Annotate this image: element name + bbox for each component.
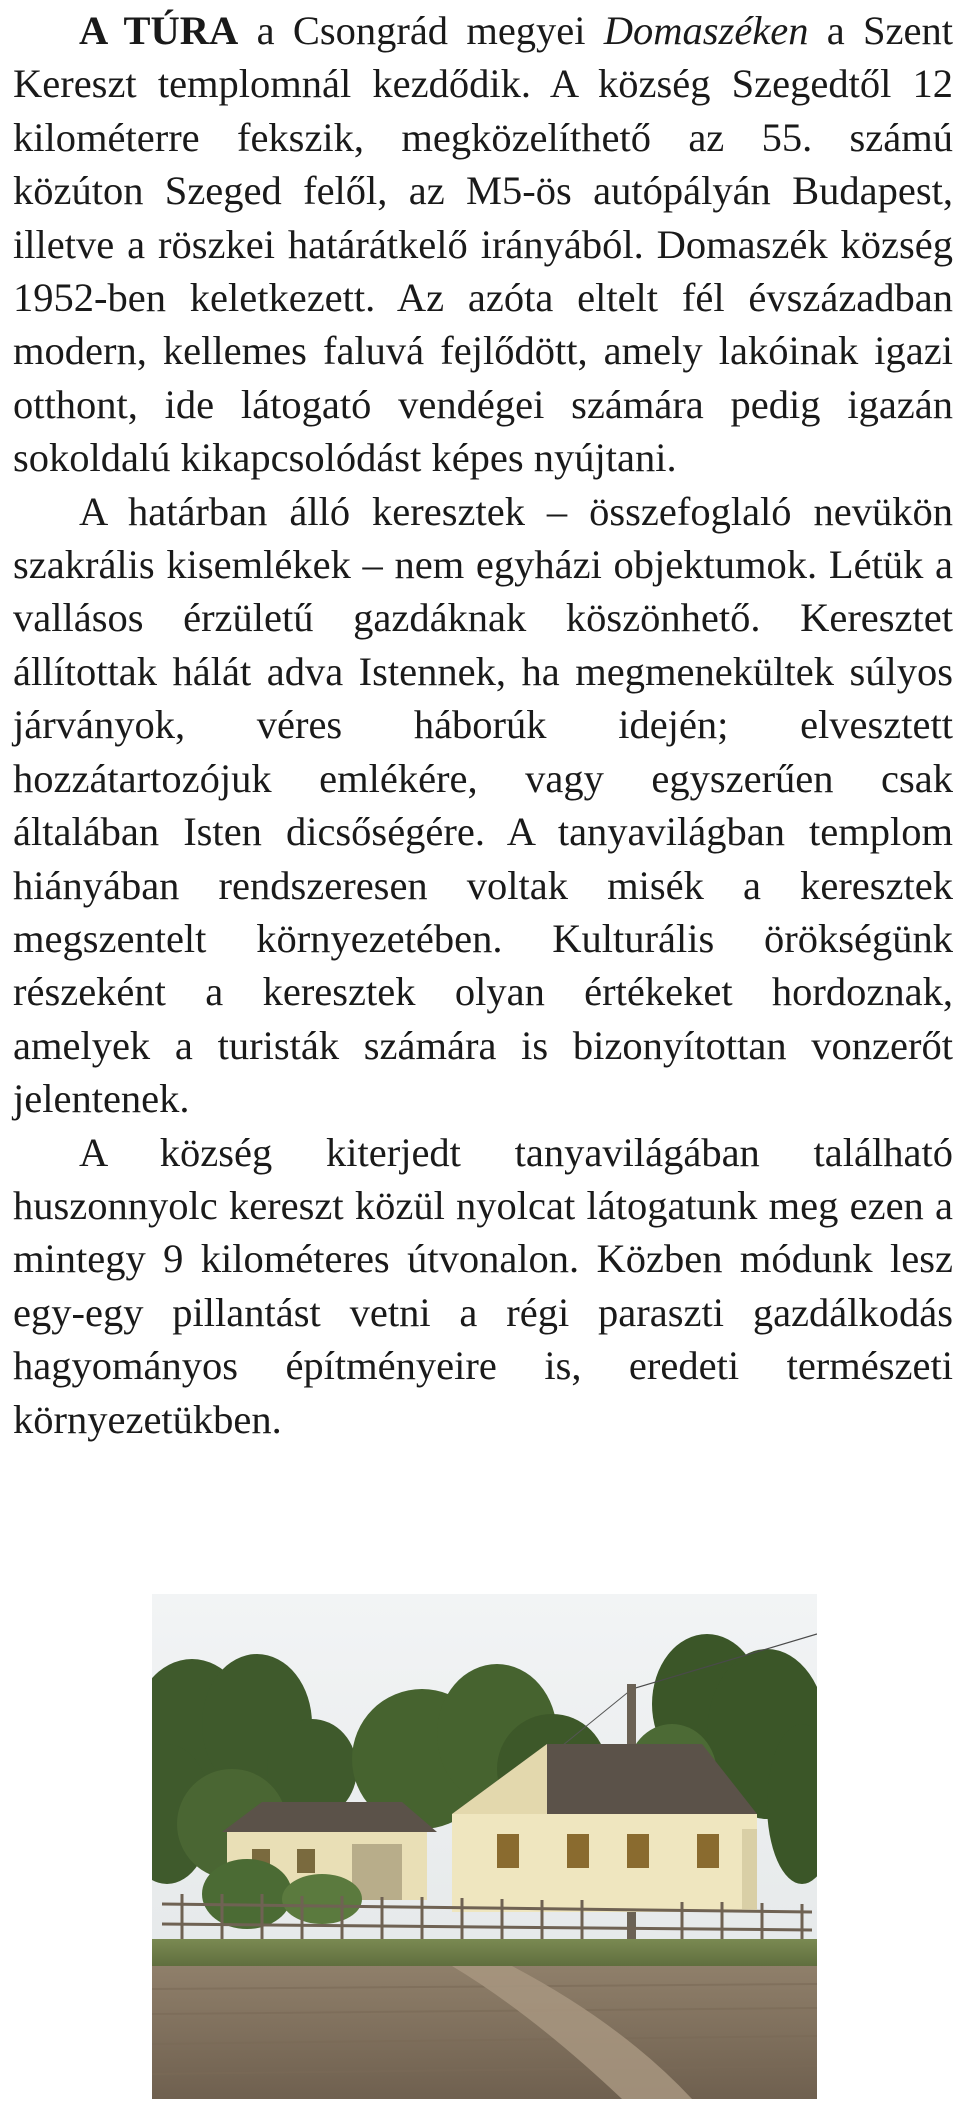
intro-text-b: a Szent Kereszt templomnál kezdődik. A község Szegedtől 12 kilométerre fekszik, megközelíthető az 55. számú közúton Szeged felől, az M5-ös autópályán Budapest, illetve a röszkei határátkelő irányából. Domaszék község 1952-ben keletkezett. Az azóta eltelt fél évszázadban modern, kellemes faluvá fejlődött, amely lakóinak igazi otthont, ide látogató vendégei számára pedig igazán sokoldalú kikapcsolódást képes nyújtani. [13,8,953,481]
body-text [13,4,953,1446]
paragraph-route: A község kiterjedt tanyavilágában található huszonnyolc kereszt közül nyolcat látogatunk meg ezen a mintegy 9 kilométeres útvonalon. Közben módunk lesz egy-egy pillantást vetni a régi paraszti gazdálkodás hagyományos építményeire is, eredeti természeti környezetükben. [13,1129,953,1442]
heading-lead: A TÚRA [79,8,239,53]
grass-strip [152,1939,817,1969]
intro-text-a: a Csongrád megyei [238,8,604,53]
place-name: Domaszéken [603,8,809,53]
paragraph-intro [13,4,953,485]
farmhouse-photo [152,1594,817,2099]
paragraph-crosses: A határban álló keresztek – összefoglaló nevükön szakrális kisemlékek – nem egyházi objektumok. Létük a vallásos érzületű gazdáknak köszönhető. Keresztet állítottak hálát adva Istennek, ha megmenekültek súlyos járványok, véres háborúk idején; elvesztett hozzátartozójuk emlékére, vagy egyszerűen csak általában Isten dicsőségére. A tanyavilágban templom hiányában rendszeresen voltak misék a keresztek megszentelt környezetében. Kulturális örökségünk részeként a keresztek olyan értékeket hordoznak, amelyek a turisták számára is bizonyítottan vonzerőt jelentenek. [13,488,953,1122]
